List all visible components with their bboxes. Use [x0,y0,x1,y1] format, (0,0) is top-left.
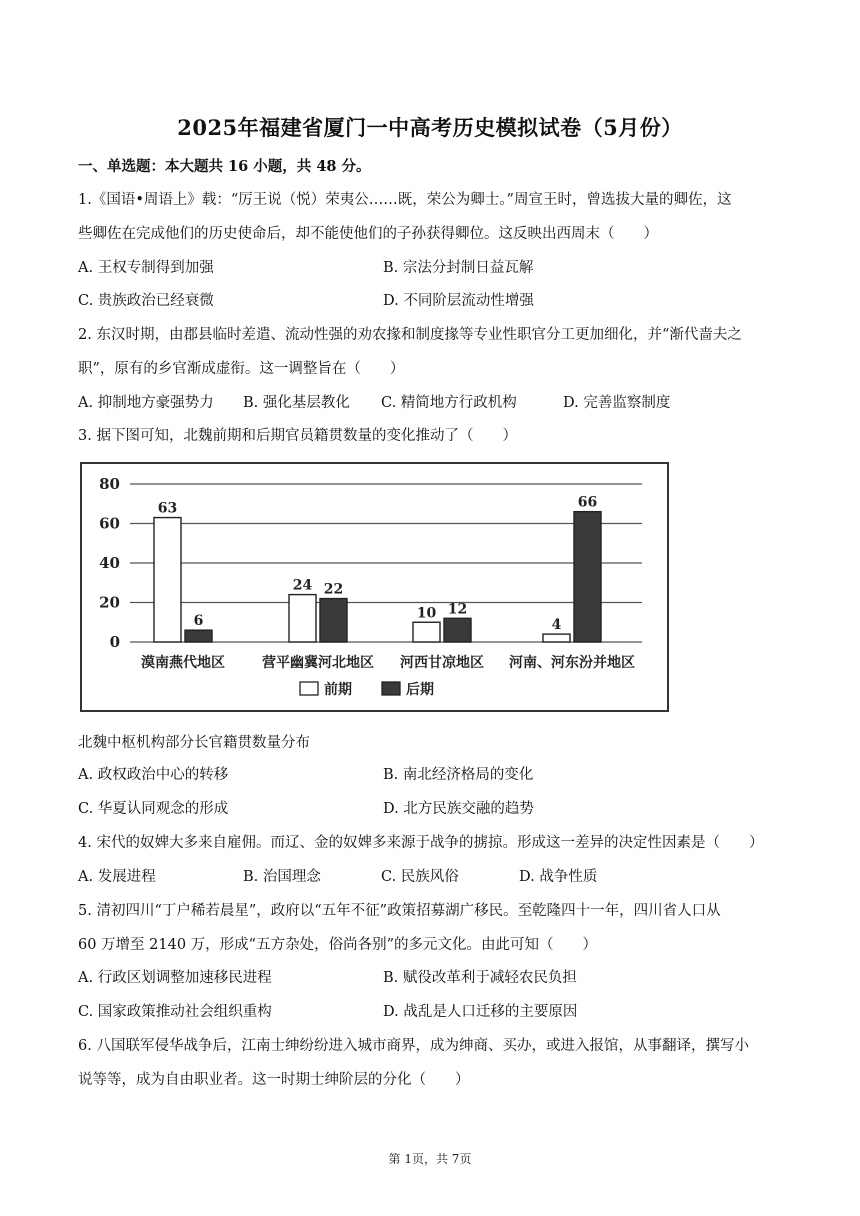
q3-option-b: B. 南北经济格局的变化 [383,767,534,783]
category-label: 营平幽冀河北地区 [262,655,374,671]
q4-option-c: C. 民族风俗 [381,869,459,885]
bar-late [320,599,347,642]
q1-line-1: 1.《国语•周语上》载：“厉王说（悦）荣夷公……既，荣公为卿士。”周宣王时，曾选拔大量的卿佐，这 [78,192,732,208]
bar-late [444,618,471,642]
category-label: 漠南燕代地区 [141,655,225,671]
bar-early [154,518,181,642]
q3-option-a: A. 政权政治中心的转移 [78,767,229,783]
data-label: 22 [323,581,344,598]
q2-line-2: 职”，原有的乡官渐成虚衔。这一调整旨在（ ） [78,361,405,377]
legend-swatch [382,682,400,695]
data-label: 6 [193,613,204,630]
q2-option-c: C. 精简地方行政机构 [381,395,517,411]
data-label: 63 [157,500,178,517]
chart-caption: 北魏中枢机构部分长官籍贯数量分布 [78,735,310,751]
page-title: 2025年福建省厦门一中高考历史模拟试卷（5月份） [177,115,683,140]
page-footer: 第 1页，共 7页 [388,1152,472,1166]
q5-option-a: A. 行政区划调整加速移民进程 [78,970,272,986]
q2-option-a: A. 抑制地方豪强势力 [78,395,214,411]
y-tick-label: 20 [99,593,120,612]
data-label: 10 [416,605,437,622]
q5-option-c: C. 国家政策推动社会组织重构 [78,1004,272,1020]
q2-line-1: 2. 东汉时期，由郡县临时差遣、流动性强的劝农掾和制度掾等专业性职官分工更加细化，并“渐代啬夫之 [78,327,742,343]
y-tick-label: 60 [99,514,120,533]
legend-label: 前期 [324,682,352,698]
q1-option-d: D. 不同阶层流动性增强 [383,293,534,309]
q5-option-b: B. 赋役改革利于减轻农民负担 [383,970,577,986]
bar-early [543,634,570,642]
data-label: 12 [447,601,468,618]
q4-option-d: D. 战争性质 [519,869,598,885]
bar-chart [80,462,669,712]
q4-option-a: A. 发展进程 [78,869,156,885]
category-label: 河西甘凉地区 [400,655,484,671]
q6-line-2: 说等等，成为自由职业者。这一时期士绅阶层的分化（ ） [78,1072,470,1088]
q1-option-b: B. 宗法分封制日益瓦解 [383,260,534,276]
bar-chart-svg [82,464,667,710]
q3-option-c: C. 华夏认同观念的形成 [78,801,229,817]
q5-line-1: 5. 清初四川“丁户稀若晨星”，政府以“五年不征”政策招募湖广移民。至乾隆四十一年，四川省人口从 [78,903,721,919]
legend-swatch [300,682,318,695]
section-heading: 一、单选题：本大题共 16 小题，共 48 分。 [78,158,371,175]
data-label: 66 [577,494,598,511]
category-label: 河南、河东汾并地区 [509,655,635,671]
q5-line-2: 60 万增至 2140 万，形成“五方杂处，俗尚各别”的多元文化。由此可知（ ） [78,937,598,953]
bar-early [289,595,316,642]
q6-line-1: 6. 八国联军侵华战争后，江南士绅纷纷进入城市商界，成为绅商、买办，或进入报馆，从事翻译，撰写小 [78,1038,749,1054]
q2-option-b: B. 强化基层教化 [243,395,350,411]
y-tick-label: 40 [99,554,120,572]
bar-late [574,512,601,642]
q3-option-d: D. 北方民族交融的趋势 [383,801,534,817]
y-tick-label: 80 [99,475,120,493]
q1-option-c: C. 贵族政治已经衰微 [78,293,214,309]
legend-label: 后期 [406,682,434,698]
q4-option-b: B. 治国理念 [243,869,321,885]
q3-line-1: 3. 据下图可知，北魏前期和后期官员籍贯数量的变化推动了（ ） [78,428,517,444]
bar-late [185,630,212,642]
y-tick-label: 0 [109,633,120,651]
q1-option-a: A. 王权专制得到加强 [78,260,214,276]
bar-early [413,622,440,642]
data-label: 24 [292,577,313,594]
q1-line-2: 些卿佐在完成他们的历史使命后，却不能使他们的子孙获得卿位。这反映出西周末（ ） [78,226,658,242]
q2-option-d: D. 完善监察制度 [563,395,671,411]
q4-line-1: 4. 宋代的奴婢大多来自雇佣。而辽、金的奴婢多来源于战争的掳掠。形成这一差异的决定性因素是（ ） [78,835,764,851]
data-label: 4 [551,617,562,634]
q5-option-d: D. 战乱是人口迁移的主要原因 [383,1004,578,1020]
